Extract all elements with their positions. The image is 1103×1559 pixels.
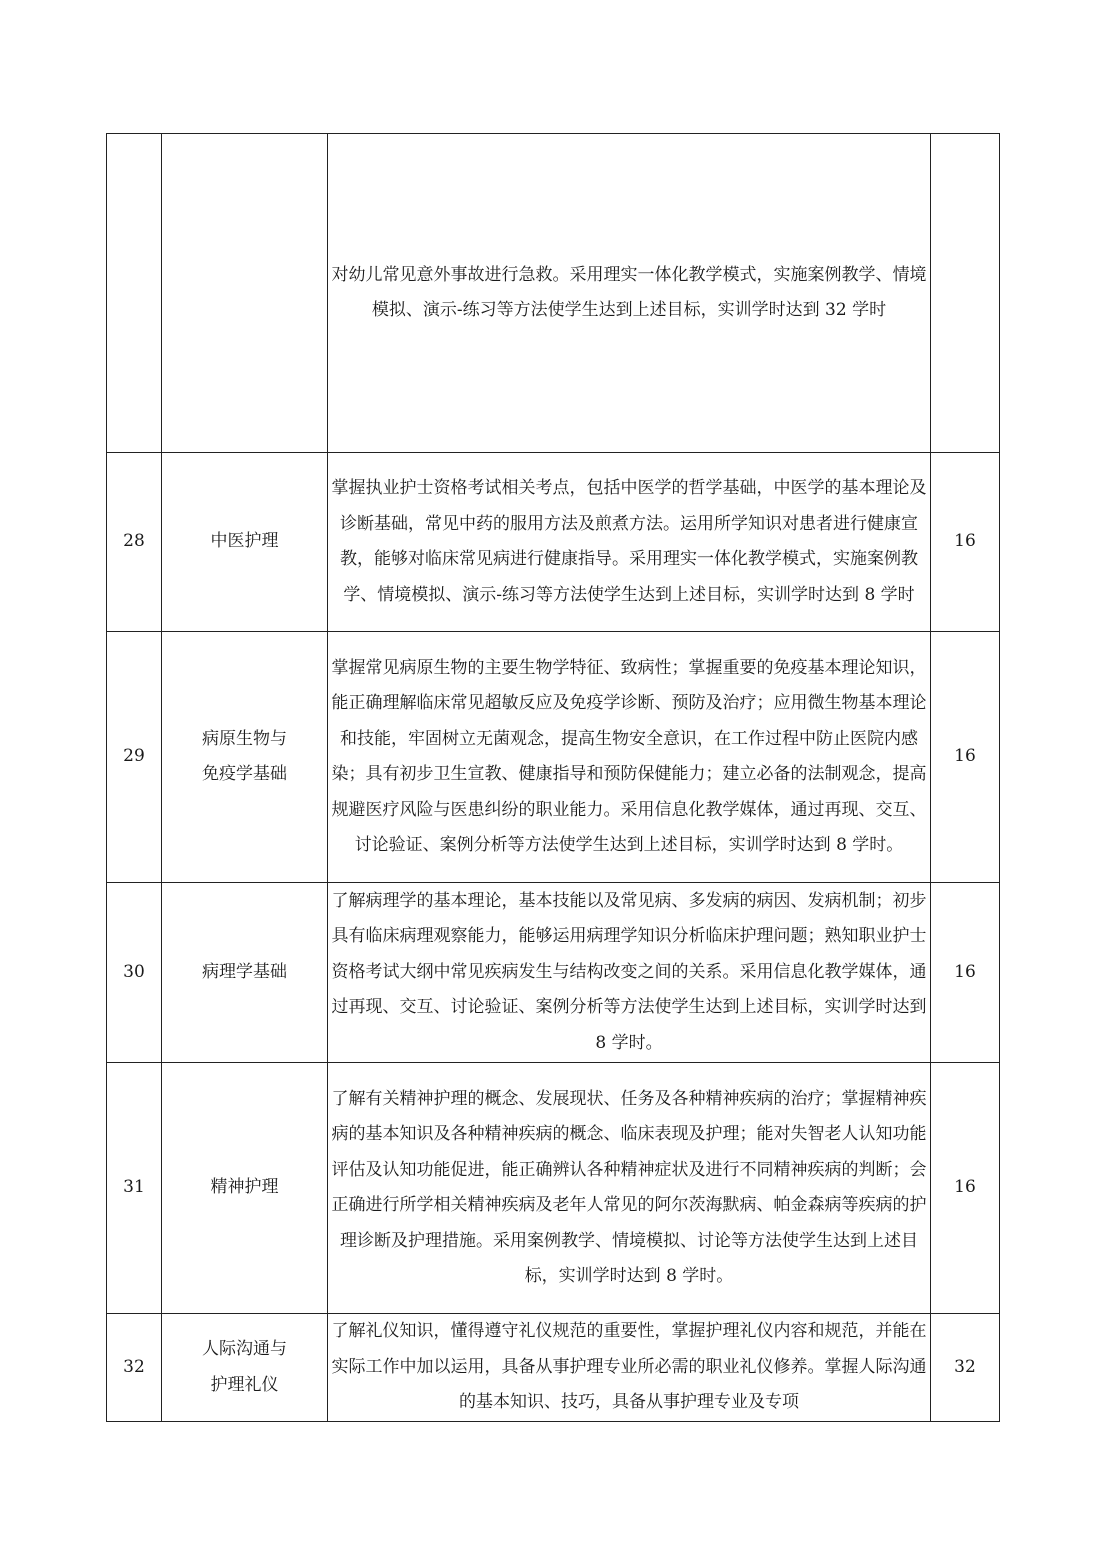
course-table bbox=[106, 133, 1000, 1422]
course-name-cell bbox=[162, 1314, 328, 1422]
course-name-cell bbox=[162, 632, 328, 883]
table-row bbox=[107, 453, 1000, 632]
row-number: 32 bbox=[107, 1314, 162, 1422]
course-hours: 32 bbox=[931, 1314, 1000, 1422]
course-name-cell bbox=[162, 1063, 328, 1314]
course-hours: 16 bbox=[931, 1063, 1000, 1314]
table-row bbox=[107, 1314, 1000, 1422]
table-row bbox=[107, 1063, 1000, 1314]
row-number: 29 bbox=[107, 632, 162, 883]
course-hours: 16 bbox=[931, 883, 1000, 1063]
table-row bbox=[107, 632, 1000, 883]
table-row bbox=[107, 134, 1000, 453]
course-name-cell bbox=[162, 134, 328, 453]
course-description: 掌握执业护士资格考试相关考点，包括中医学的哲学基础，中医学的基本理论及诊断基础，常见中药的服用方法及煎煮方法。运用所学知识对患者进行健康宣教，能够对临床常见病进行健康指导。采用理实一体化教学模式，实施案例教学、情境模拟、演示-练习等方法使学生达到上述目标，实训学时达到 8 学时 bbox=[328, 453, 931, 632]
course-hours: 16 bbox=[931, 632, 1000, 883]
course-description: 了解病理学的基本理论，基本技能以及常见病、多发病的病因、发病机制；初步具有临床病理观察能力，能够运用病理学知识分析临床护理问题；熟知职业护士资格考试大纲中常见疾病发生与结构改变之间的关系。采用信息化教学媒体，通过再现、交互、讨论验证、案例分析等方法使学生达到上述目标，实训学时达到 8 学时。 bbox=[328, 883, 931, 1063]
table-row bbox=[107, 883, 1000, 1063]
course-name: 病原生物与免疫学基础 bbox=[202, 728, 287, 784]
course-hours: 16 bbox=[931, 453, 1000, 632]
course-name: 精神护理 bbox=[210, 1177, 279, 1198]
row-number: 31 bbox=[107, 1063, 162, 1314]
course-description: 对幼儿常见意外事故进行急救。采用理实一体化教学模式，实施案例教学、情境模拟、演示-练习等方法使学生达到上述目标，实训学时达到 32 学时 bbox=[328, 134, 931, 453]
course-description: 了解礼仪知识，懂得遵守礼仪规范的重要性，掌握护理礼仪内容和规范，并能在实际工作中加以运用，具备从事护理专业所必需的职业礼仪修养。掌握人际沟通的基本知识、技巧，具备从事护理专业及专项 bbox=[328, 1314, 931, 1422]
course-name-cell bbox=[162, 453, 328, 632]
row-number bbox=[107, 134, 162, 453]
course-hours bbox=[931, 134, 1000, 453]
course-name: 病理学基础 bbox=[202, 961, 287, 982]
course-description: 了解有关精神护理的概念、发展现状、任务及各种精神疾病的治疗；掌握精神疾病的基本知识及各种精神疾病的概念、临床表现及护理；能对失智老人认知功能评估及认知功能促进，能正确辨认各种精神症状及进行不同精神疾病的判断；会正确进行所学相关精神疾病及老年人常见的阿尔茨海默病、帕金森病等疾病的护理诊断及护理措施。采用案例教学、情境模拟、讨论等方法使学生达到上述目标，实训学时达到 8 学时。 bbox=[328, 1063, 931, 1314]
course-name: 人际沟通与护理礼仪 bbox=[202, 1339, 287, 1395]
row-number: 28 bbox=[107, 453, 162, 632]
course-name: 中医护理 bbox=[210, 531, 279, 552]
row-number: 30 bbox=[107, 883, 162, 1063]
course-name-cell bbox=[162, 883, 328, 1063]
course-description: 掌握常见病原生物的主要生物学特征、致病性；掌握重要的免疫基本理论知识，能正确理解临床常见超敏反应及免疫学诊断、预防及治疗；应用微生物基本理论和技能，牢固树立无菌观念，提高生物安全意识，在工作过程中防止医院内感染；具有初步卫生宣教、健康指导和预防保健能力；建立必备的法制观念，提高规避医疗风险与医患纠纷的职业能力。采用信息化教学媒体，通过再现、交互、讨论验证、案例分析等方法使学生达到上述目标，实训学时达到 8 学时。 bbox=[328, 632, 931, 883]
